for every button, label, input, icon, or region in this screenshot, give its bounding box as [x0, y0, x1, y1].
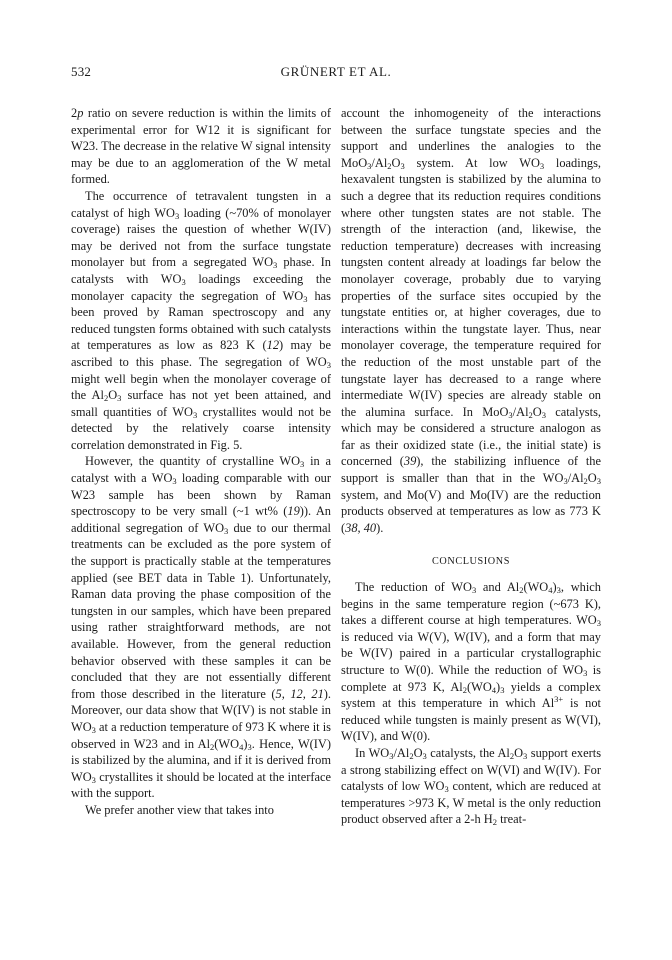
paragraph-inhomogeneity: account the inhomogeneity of the interactions between the surface tungstate species and the support and underlines the analogies to the $MoO_3/Al_2O_3$ system. At low $WO_3$ loadings, hexavalent tungsten is stabilized by the alumina to such a degree that its reduction requires conditions where other tungsten states are not stable. The strength of the interaction (and, likewise, the reduction temperature) decreases with increasing tungsten content already at loadings far below the monolayer coverage, probably due to varying properties of the surface sites occupied by the tungstate entities or, at higher coverages, due to interactions within the tungstate layer. Thus, near monolayer coverage, the temperature required for the reduction of the most unstable part of the tungstate layer has decreased to a range where intermediate W(IV) species are already stable on the alumina surface. In $MoO_3/Al_2O_3$ catalysts, which may be considered a structure analogon as far as their oxidized state (i.e., the initial state) is concerned (39), the stabilizing influence of the support is smaller than that in the $WO_3/Al_2O_3$ system, and Mo(V) and Mo(IV) are the reduction products observed at temperatures as low as 773 K (38, 40).	[341, 106, 601, 535]
paragraph-continued: 2p ratio on severe reduction is within the limits of experimental error for W12 it is significant for W23. The decrease in the relative W signal intensity may be due to an agglomeration of the W metal formed.	[71, 106, 331, 187]
paragraph-another-view: We prefer another view that takes into	[85, 802, 274, 817]
left-column	[71, 105, 331, 819]
paragraph-crystalline-wo3: However, the quantity of crystalline $WO_3$ in a catalyst with a $WO_3$ loading comparable with our W23 sample has been shown by Raman spectroscopy to be very small (~1 wt% (19)). An additional segregation of $WO_3$ due to our thermal treatments can be excluded as the pore system of the support is practically stable at the temperatures applied (see BET data in Table 1). Unfortunately, Raman data proving the phase composition of the tungsten in our samples, which have been prepared using rather straightforward methods, are not available. However, from the general reduction behavior observed with these samples it can be concluded that they are not essentially different from those described in the literature (5, 12, 21). Moreover, our data show that W(IV) is not stable in $WO_3$ at a reduction temperature of 973 K where it is observed in W23 and in $Al_2(WO_4)_3$. Hence, W(IV) is stabilized by the alumina, and if it is derived from $WO_3$ crystallites it should be located at the interface with the support.	[71, 454, 331, 801]
paragraph-tetravalent-tungsten: The occurrence of tetravalent tungsten in a catalyst of high $WO_3$ loading (~70% of monolayer coverage) raises the question of whether W(IV) may be derived not from the surface tungstate monolayer but from a segregated $WO_3$ phase. In catalysts with $WO_3$ loadings exceeding the monolayer capacity the segregation of $WO_3$ has been proved by Raman spectroscopy and any reduced tungsten forms obtained with such catalysts at temperatures as low as 823 K (12) may be ascribed to this phase. The segregation of $WO_3$ might well begin when the monolayer coverage of the $Al_2O_3$ surface has not yet been attained, and small quantities of $WO_3$ crystallites would not be detected by the relatively coarse intensity correlation demonstrated in Fig. 5.	[71, 188, 332, 452]
right-column	[341, 105, 601, 828]
page-number: 532	[71, 64, 92, 79]
section-heading-conclusions: CONCLUSIONS	[432, 556, 510, 568]
paragraph-conclusions-reduction: The reduction of $WO_3$ and $Al_2(WO_4)_3$, which begins in the same temperature region (~673 K), takes a different course at high temperatures. $WO_3$ is reduced via W(V), W(IV), and a form that may be W(IV) paired in a particular crystallographic structure to W(0). While the reduction of $WO_3$ is complete at 973 K, $Al_2(WO_4)_3$ yields a complex system at this temperature in which $Al^{3+}$ is not reduced while tungsten is mainly present as W(VI), W(IV), and W(0).	[341, 580, 601, 744]
running-title: GRÜNERT ET AL.	[280, 64, 392, 79]
running-head	[71, 64, 601, 82]
paragraph-conclusions-support: In $WO_3/Al_2O_3$ catalysts, the $Al_2O_3$ support exerts a strong stabilizing effect on W(VI) and W(IV). For catalysts of low $WO_3$ content, which are reduced at temperatures >973 K, W metal is the only reduction product observed after a 2-h $H_2$ treat-	[341, 745, 602, 828]
